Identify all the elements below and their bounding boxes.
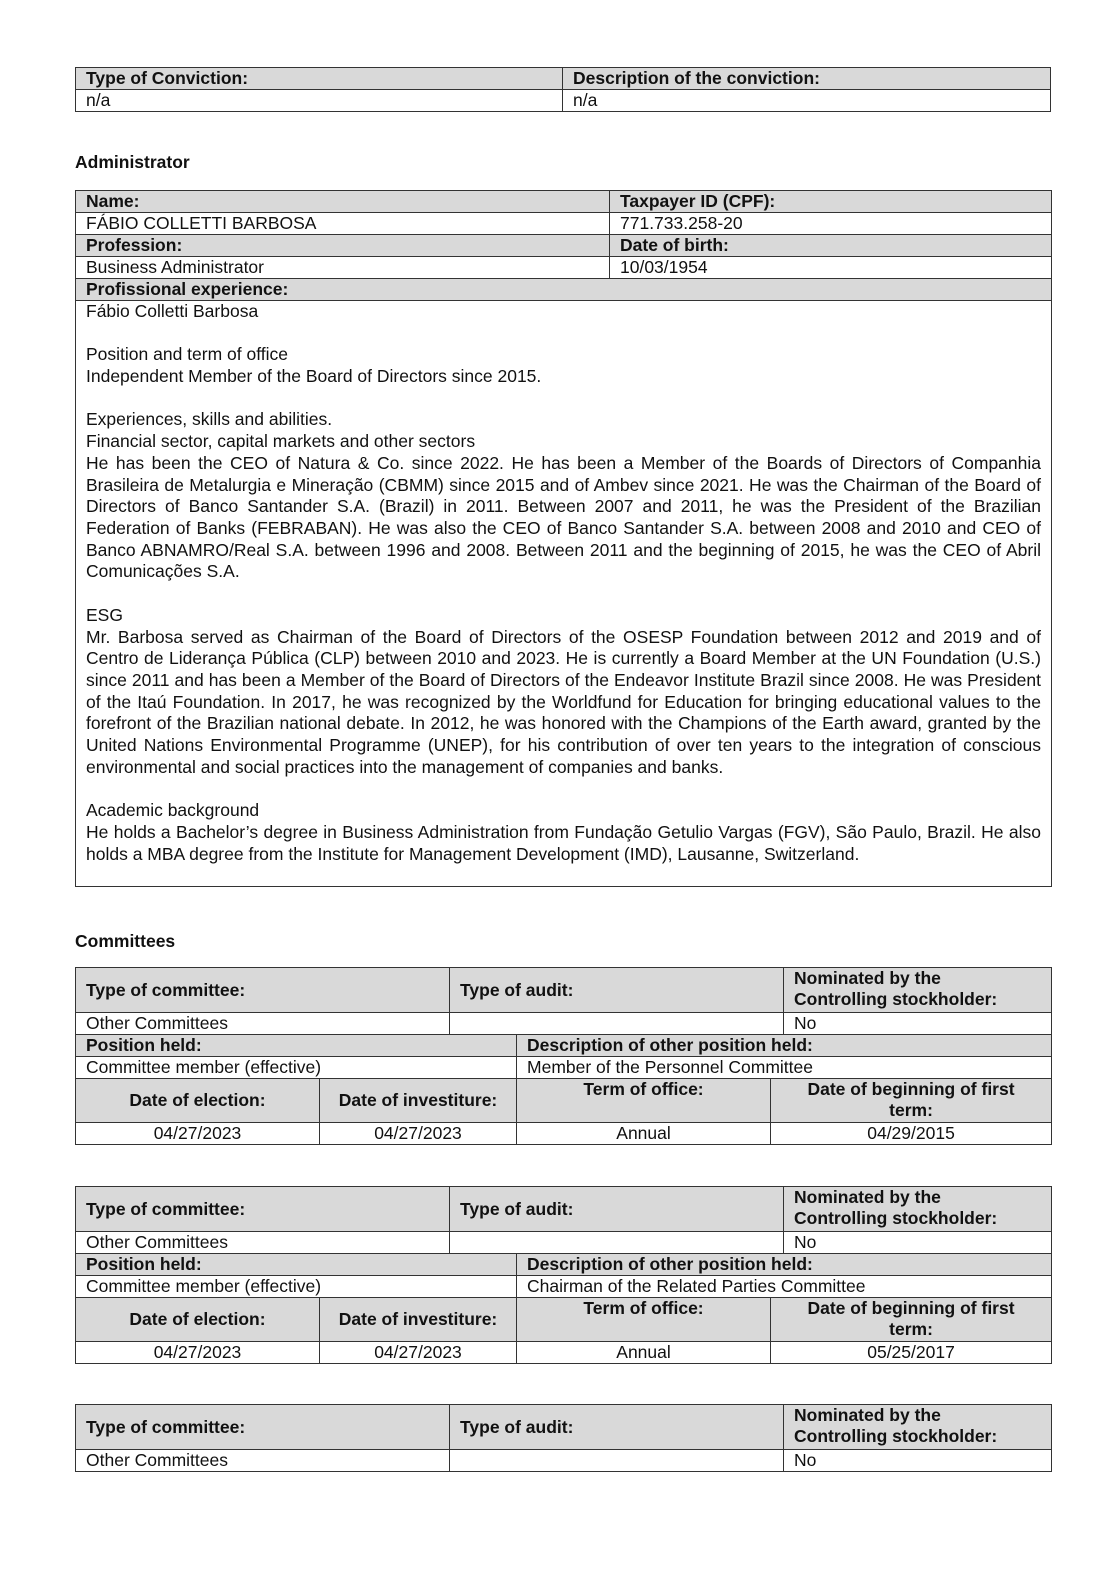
- experience-cell: [76, 301, 1052, 887]
- conviction-type-value: n/a: [76, 90, 563, 112]
- desc-other-value: Member of the Personnel Committee: [517, 1057, 1052, 1079]
- nominated-label-line2: Controlling stockholder:: [794, 989, 998, 1009]
- date-election-label: Date of election:: [76, 1079, 320, 1123]
- committee-type-value: Other Committees: [76, 1232, 450, 1254]
- academic-text: He holds a Bachelor’s degree in Business Administration from Fundação Getulio Vargas (FGV), São Paulo, Brazil. He also holds a MBA degree from the Institute for Management Development (IMD), Lausanne, Switzerland.: [86, 821, 1041, 864]
- audit-type-value: [450, 1450, 784, 1472]
- audit-type-value: [450, 1232, 784, 1254]
- skills-text: He has been the CEO of Natura & Co. since 2022. He has been a Member of the Boards of Directors of Companhia Brasileira de Metalurgia e Mineração (CBMM) since 2015 and of Ambev since 2021. He was the Chairman of the Board of Directors of Banco Santander S.A. (Brazil) in 2011. Between 2007 and 2011, he was the President of the Brazilian Federation of Banks (FEBRABAN). He was also the CEO of Banco Santander S.A. between 2008 and 2010 and CEO of Banco ABNAMRO/Real S.A. between 1996 and 2008. Between 2011 and the beginning of 2015, he was the CEO of Abril Comunicações S.A.: [86, 452, 1041, 582]
- cpf-value: 771.733.258-20: [610, 213, 1052, 235]
- skills-subheading: Financial sector, capital markets and other sectors: [86, 431, 476, 452]
- type-committee-label: Type of committee:: [76, 968, 450, 1013]
- esg-text: Mr. Barbosa served as Chairman of the Board of Directors of the OSESP Foundation between 2012 and 2019 and of Centro de Liderança Pública (CLP) between 2010 and 2023. He is currently a Board Member at the UN Foundation (U.S.) since 2011 and has been a Member of the Board of Directors of the Endeavor Institute Brazil since 2008. He was President of the Itaú Foundation. In 2017, he was recognized by the Worldfund for Education for bringing educational values to the forefront of the Brazilian national debate. In 2012, he was honored with the Champions of the Earth award, granted by the United Nations Environmental Programme (UNEP), for his contribution of over ten years to the integration of conscious environmental and social practices into the management of companies and banks.: [86, 626, 1041, 777]
- committees-section-title: Committees: [75, 931, 176, 951]
- desc-other-label: Description of other position held:: [517, 1254, 1052, 1276]
- profession-label: Profession:: [76, 235, 610, 257]
- desc-other-label: Description of other position held:: [517, 1035, 1052, 1057]
- name-value: FÁBIO COLLETTI BARBOSA: [76, 213, 610, 235]
- first-term-label-line2: term:: [889, 1319, 933, 1339]
- committee-type-value: Other Committees: [76, 1013, 450, 1035]
- term-office-label: Term of office:: [517, 1079, 771, 1123]
- first-term-label: [771, 1298, 1052, 1342]
- esg-heading: ESG: [86, 604, 123, 625]
- skills-heading: Experiences, skills and abilities.: [86, 409, 333, 430]
- position-held-value: Committee member (effective): [76, 1057, 517, 1079]
- committee-table-2: [75, 1186, 1052, 1364]
- nominated-value: No: [784, 1013, 1052, 1035]
- type-audit-label: Type of audit:: [450, 1405, 784, 1450]
- desc-other-value: Chairman of the Related Parties Committee: [517, 1276, 1052, 1298]
- nominated-label-line2: Controlling stockholder:: [794, 1426, 998, 1446]
- investiture-date-value: 04/27/2023: [320, 1123, 517, 1145]
- academic-heading: Academic background: [86, 800, 260, 821]
- name-label: Name:: [76, 191, 610, 213]
- type-committee-label: Type of committee:: [76, 1187, 450, 1232]
- conviction-table: [75, 67, 1051, 112]
- position-held-value: Committee member (effective): [76, 1276, 517, 1298]
- nominated-value: No: [784, 1232, 1052, 1254]
- date-investiture-label: Date of investiture:: [320, 1079, 517, 1123]
- type-audit-label: Type of audit:: [450, 968, 784, 1013]
- investiture-date-value: 04/27/2023: [320, 1342, 517, 1364]
- committee-table-3: [75, 1404, 1052, 1472]
- nominated-value: No: [784, 1450, 1052, 1472]
- first-term-value: 04/29/2015: [771, 1123, 1052, 1145]
- type-committee-label: Type of committee:: [76, 1405, 450, 1450]
- position-heading: Position and term of office: [86, 344, 289, 365]
- position-text: Independent Member of the Board of Directors since 2015.: [86, 366, 542, 387]
- nominated-label: [784, 1187, 1052, 1232]
- election-date-value: 04/27/2023: [76, 1123, 320, 1145]
- term-value: Annual: [517, 1342, 771, 1364]
- term-office-label: Term of office:: [517, 1298, 771, 1342]
- date-investiture-label: Date of investiture:: [320, 1298, 517, 1342]
- first-term-label: [771, 1079, 1052, 1123]
- nominated-label-line1: Nominated by the: [794, 968, 941, 988]
- nominated-label-line1: Nominated by the: [794, 1405, 941, 1425]
- administrator-section-title: Administrator: [75, 152, 190, 172]
- first-term-label-line2: term:: [889, 1100, 933, 1120]
- experience-text: [86, 301, 1041, 865]
- nominated-label-line1: Nominated by the: [794, 1187, 941, 1207]
- dob-label: Date of birth:: [610, 235, 1052, 257]
- audit-type-value: [450, 1013, 784, 1035]
- election-date-value: 04/27/2023: [76, 1342, 320, 1364]
- first-term-label-line1: Date of beginning of first: [807, 1298, 1015, 1318]
- cpf-label: Taxpayer ID (CPF):: [610, 191, 1052, 213]
- profession-value: Business Administrator: [76, 257, 610, 279]
- committee-table-1: [75, 967, 1052, 1145]
- conviction-desc-label: Description of the conviction:: [563, 68, 1051, 90]
- nominated-label-line2: Controlling stockholder:: [794, 1208, 998, 1228]
- position-held-label: Position held:: [76, 1035, 517, 1057]
- type-audit-label: Type of audit:: [450, 1187, 784, 1232]
- committee-type-value: Other Committees: [76, 1450, 450, 1472]
- experience-label: Profissional experience:: [76, 279, 1052, 301]
- experience-name: Fábio Colletti Barbosa: [86, 301, 259, 321]
- dob-value: 10/03/1954: [610, 257, 1052, 279]
- first-term-value: 05/25/2017: [771, 1342, 1052, 1364]
- position-held-label: Position held:: [76, 1254, 517, 1276]
- date-election-label: Date of election:: [76, 1298, 320, 1342]
- administrator-table: [75, 190, 1052, 887]
- conviction-type-label: Type of Conviction:: [76, 68, 563, 90]
- first-term-label-line1: Date of beginning of first: [807, 1079, 1015, 1099]
- term-value: Annual: [517, 1123, 771, 1145]
- nominated-label: [784, 1405, 1052, 1450]
- conviction-desc-value: n/a: [563, 90, 1051, 112]
- nominated-label: [784, 968, 1052, 1013]
